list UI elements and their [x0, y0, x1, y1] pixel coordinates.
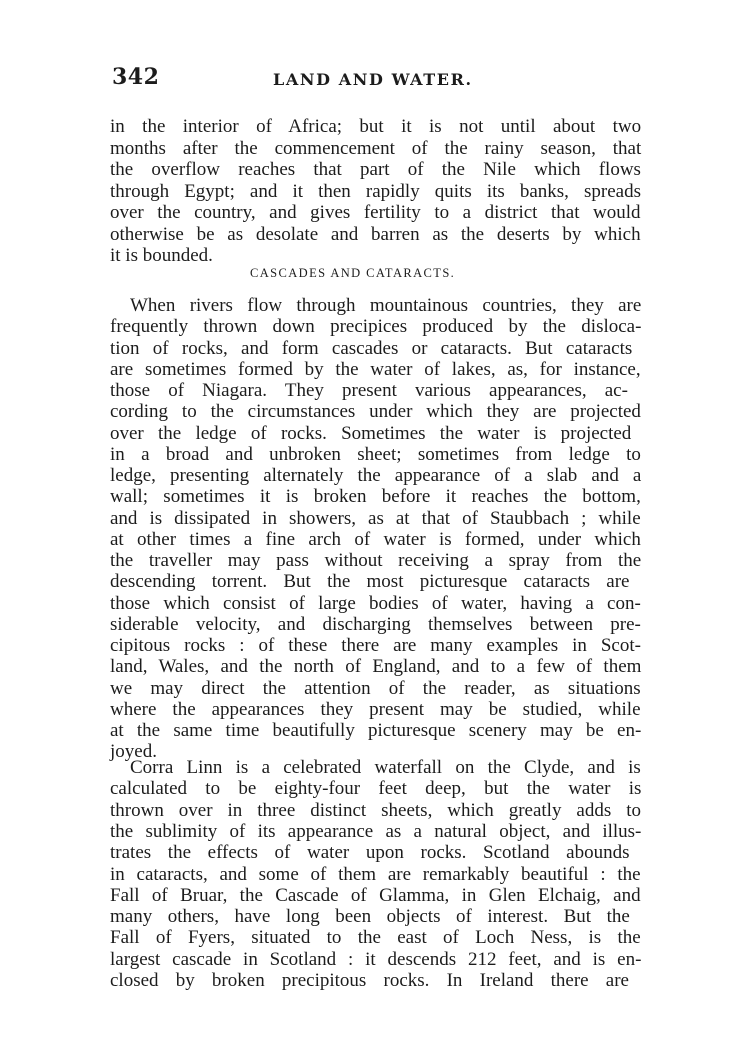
text-line: months after the commencement of the rainy season, that: [110, 137, 642, 159]
text-line: Corra Linn is a celebrated waterfall on the Clyde, and is: [130, 757, 641, 778]
text-line: and is dissipated in showers, as at that of Staubbach ; while: [110, 507, 641, 529]
text-line: cipitous rocks : of these there are many examples in Scot-: [110, 635, 641, 656]
text-line: calculated to be eighty-four feet deep, but the water is: [110, 778, 642, 800]
text-line: land, Wales, and the north of England, and to a few of them: [110, 656, 642, 678]
text-line: ledge, presenting alternately the appearance of a slab and a: [110, 465, 642, 486]
text-line: otherwise be as desolate and barren as the deserts by which: [110, 223, 641, 245]
text-line: at other times a fine arch of water is formed, under which: [110, 528, 641, 550]
text-line: in the interior of Africa; but it is not until about two: [110, 116, 642, 137]
section-heading: CASCADES AND CATARACTS.: [250, 266, 456, 280]
text-line: closed by broken precipitous rocks. In Ireland there are: [110, 970, 629, 991]
text-line: in a broad and unbroken sheet; sometimes from ledge to: [110, 443, 641, 465]
text-line: are sometimes formed by the water of lakes, as, for instance,: [110, 358, 641, 380]
text-line: cording to the circumstances under which they are projected: [110, 401, 641, 423]
text-line: it is bounded.: [110, 245, 213, 266]
text-line: wall; sometimes it is broken before it reaches the bottom,: [110, 486, 641, 508]
text-line: through Egypt; and it then rapidly quits its banks, spreads: [110, 180, 642, 202]
text-line: descending torrent. But the most picturesque cataracts are: [110, 571, 630, 593]
text-line: those of Niagara. They present various appearances, ac-: [110, 380, 628, 401]
text-line: over the ledge of rocks. Sometimes the water is projected: [110, 422, 632, 444]
text-line: the sublimity of its appearance as a natural object, and illus-: [110, 820, 642, 842]
text-line: siderable velocity, and discharging themselves between pre-: [110, 613, 641, 635]
text-line: When rivers flow through mountainous countries, they are: [130, 295, 642, 316]
text-line: thrown over in three distinct sheets, which greatly adds to: [110, 799, 642, 821]
text-line: at the same time beautifully picturesque scenery may be en-: [110, 720, 642, 741]
text-line: frequently thrown down precipices produced by the disloca-: [110, 316, 642, 338]
running-title: LAND AND WATER.: [273, 70, 473, 89]
text-line: tion of rocks, and form cascades or cataracts. But cataracts: [110, 337, 633, 359]
text-line: largest cascade in Scotland : it descends 212 feet, and is en-: [110, 948, 642, 970]
text-line: the traveller may pass without receiving a spray from the: [110, 550, 642, 571]
text-line: over the country, and gives fertility to a district that would: [110, 202, 641, 223]
text-line: Fall of Fyers, situated to the east of Loch Ness, is the: [110, 927, 641, 949]
text-line: in cataracts, and some of them are remarkably beautiful : the: [110, 863, 641, 885]
text-line: Fall of Bruar, the Cascade of Glamma, in Glen Elchaig, and: [110, 884, 641, 906]
text-line: the overflow reaches that part of the Nile which flows: [110, 159, 641, 180]
text-line: many others, have long been objects of interest. But the: [110, 906, 630, 928]
text-line: joyed.: [110, 741, 157, 763]
text-line: trates the effects of water upon rocks. Scotland abounds: [110, 842, 630, 864]
page-number: 342: [112, 64, 160, 90]
text-line: we may direct the attention of the reader, as situations: [110, 677, 641, 699]
text-line: where the appearances they present may be studied, while: [110, 698, 641, 720]
text-line: those which consist of large bodies of water, having a con-: [110, 592, 641, 614]
